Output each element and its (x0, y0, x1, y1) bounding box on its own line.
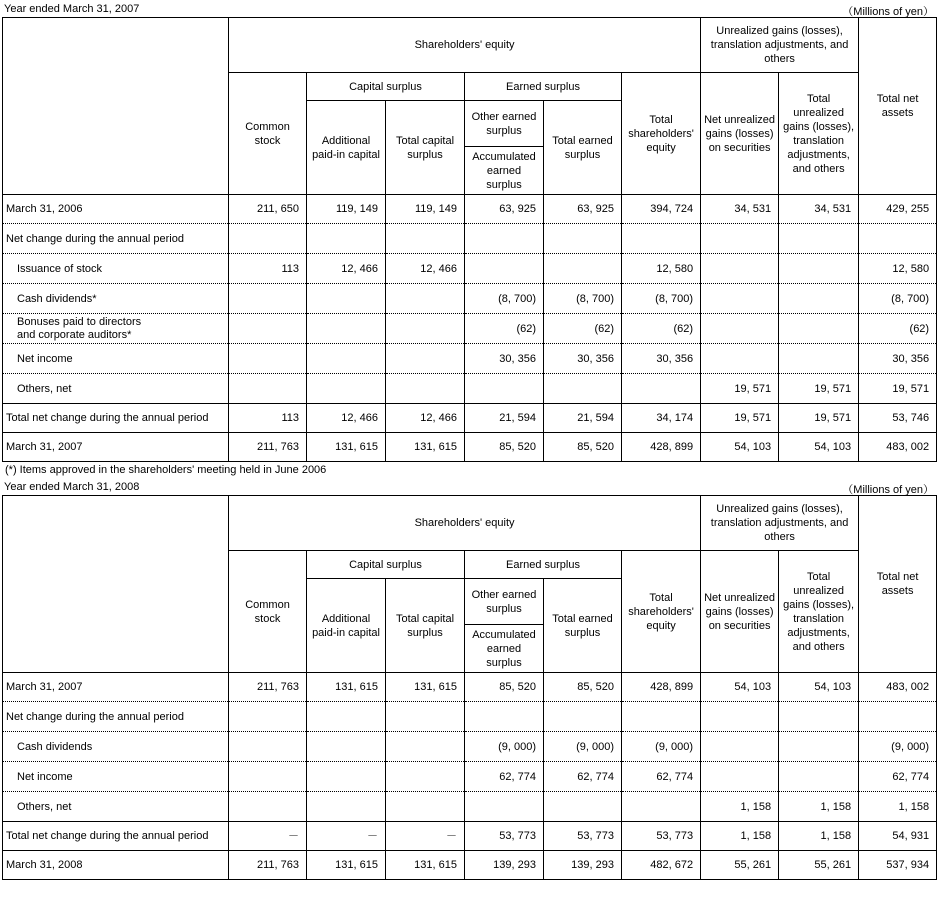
table-row (3, 374, 937, 404)
cell-net-unrealized: 55, 261 (701, 851, 779, 880)
cell-total-earned-surplus: (8, 700) (544, 284, 622, 314)
cell-total-unrealized (779, 314, 859, 344)
cell-accumulated-earned-surplus: 85, 520 (465, 673, 544, 702)
cell-total-capital-surplus: 131, 615 (386, 673, 465, 702)
cell-accumulated-earned-surplus: (8, 700) (465, 284, 544, 314)
cell-total-net-assets: 429, 255 (859, 195, 937, 224)
cell-total-earned-surplus (544, 224, 622, 254)
row-label (3, 314, 229, 344)
cell-total-net-assets: 19, 571 (859, 374, 937, 404)
cell-common-stock (229, 314, 307, 344)
cell-total-capital-surplus: 131, 615 (386, 433, 465, 462)
table-title-2007: Year ended March 31, 2007 (4, 3, 140, 15)
cell-total-unrealized (779, 702, 859, 732)
cell-common-stock (229, 792, 307, 822)
header-capital-surplus: Capital surplus (307, 73, 465, 101)
section-header-2007 (2, 0, 936, 17)
row-label: Total net change during the annual period (3, 822, 229, 851)
header-earned-surplus: Earned surplus (465, 73, 622, 101)
cell-total-shareholders-equity: (62) (622, 314, 701, 344)
cell-accumulated-earned-surplus (465, 224, 544, 254)
table-row (3, 404, 937, 433)
cell-net-unrealized: 19, 571 (701, 374, 779, 404)
cell-total-shareholders-equity (622, 702, 701, 732)
header-total-shareholders-equity: Total shareholders' equity (622, 551, 701, 673)
cell-total-net-assets: 483, 002 (859, 433, 937, 462)
cell-total-unrealized (779, 224, 859, 254)
header-total-capital-surplus: Total capital surplus (386, 101, 465, 195)
cell-accumulated-earned-surplus: 63, 925 (465, 195, 544, 224)
header-total-earned-surplus: Total earned surplus (544, 579, 622, 673)
table-row (3, 732, 937, 762)
cell-additional-paid-in: 12, 466 (307, 254, 386, 284)
cell-accumulated-earned-surplus: (9, 000) (465, 732, 544, 762)
cell-total-capital-surplus: 12, 466 (386, 404, 465, 433)
cell-total-capital-surplus: 131, 615 (386, 851, 465, 880)
unit-label-2007: （Millions of yen） (842, 6, 934, 18)
row-label: March 31, 2007 (3, 433, 229, 462)
cell-total-earned-surplus (544, 374, 622, 404)
cell-additional-paid-in: 131, 615 (307, 673, 386, 702)
cell-additional-paid-in (307, 314, 386, 344)
cell-total-net-assets: 12, 580 (859, 254, 937, 284)
header-net-unrealized: Net unrealized gains (losses) on securities (701, 551, 779, 673)
row-label-line: Bonuses paid to directors (17, 315, 142, 328)
cell-total-capital-surplus (386, 792, 465, 822)
cell-total-net-assets (859, 224, 937, 254)
table-row (3, 762, 937, 792)
cell-accumulated-earned-surplus: 85, 520 (465, 433, 544, 462)
cell-additional-paid-in (307, 762, 386, 792)
cell-total-capital-surplus: 12, 466 (386, 254, 465, 284)
table-row (3, 702, 937, 732)
cell-net-unrealized (701, 762, 779, 792)
row-label: March 31, 2008 (3, 851, 229, 880)
cell-common-stock: 211, 763 (229, 673, 307, 702)
cell-total-net-assets: 537, 934 (859, 851, 937, 880)
cell-total-earned-surplus (544, 792, 622, 822)
cell-total-capital-surplus (386, 224, 465, 254)
header-shareholders-equity: Shareholders' equity (229, 18, 701, 73)
cell-common-stock (229, 762, 307, 792)
cell-total-unrealized: 19, 571 (779, 374, 859, 404)
cell-common-stock: － (229, 822, 307, 851)
cell-total-net-assets: 53, 746 (859, 404, 937, 433)
cell-total-unrealized: 54, 103 (779, 433, 859, 462)
cell-net-unrealized (701, 224, 779, 254)
header-common-stock: Common stock (229, 73, 307, 195)
cell-total-net-assets: 483, 002 (859, 673, 937, 702)
cell-additional-paid-in: 131, 615 (307, 851, 386, 880)
row-label: Net change during the annual period (3, 224, 229, 254)
cell-total-earned-surplus (544, 702, 622, 732)
cell-total-earned-surplus: 63, 925 (544, 195, 622, 224)
header-total-net-assets: Total net assets (859, 18, 937, 195)
cell-total-shareholders-equity: 34, 174 (622, 404, 701, 433)
cell-total-net-assets: 1, 158 (859, 792, 937, 822)
header-additional-paid-in: Additional paid-in capital (307, 101, 386, 195)
cell-total-shareholders-equity: (8, 700) (622, 284, 701, 314)
cell-total-unrealized: 1, 158 (779, 792, 859, 822)
cell-total-unrealized: 54, 103 (779, 673, 859, 702)
row-label: Others, net (3, 792, 229, 822)
cell-net-unrealized (701, 254, 779, 284)
cell-net-unrealized: 54, 103 (701, 673, 779, 702)
cell-total-shareholders-equity: 428, 899 (622, 673, 701, 702)
cell-total-net-assets: (62) (859, 314, 937, 344)
cell-total-capital-surplus (386, 344, 465, 374)
cell-total-capital-surplus (386, 314, 465, 344)
cell-total-unrealized (779, 254, 859, 284)
cell-total-capital-surplus (386, 762, 465, 792)
header-common-stock: Common stock (229, 551, 307, 673)
row-label: March 31, 2007 (3, 673, 229, 702)
cell-total-shareholders-equity: 53, 773 (622, 822, 701, 851)
table-row (3, 851, 937, 880)
header-accumulated-earned-surplus: Accumulated earned surplus (465, 625, 544, 673)
cell-net-unrealized: 19, 571 (701, 404, 779, 433)
header-blank (3, 18, 229, 195)
cell-additional-paid-in: 131, 615 (307, 433, 386, 462)
row-label: Total net change during the annual period (3, 404, 229, 433)
cell-additional-paid-in (307, 224, 386, 254)
cell-total-capital-surplus: － (386, 822, 465, 851)
cell-additional-paid-in (307, 792, 386, 822)
cell-total-net-assets: (8, 700) (859, 284, 937, 314)
cell-accumulated-earned-surplus: 21, 594 (465, 404, 544, 433)
row-label: Issuance of stock (3, 254, 229, 284)
section-header-2008 (2, 478, 936, 495)
row-label: Cash dividends* (3, 284, 229, 314)
cell-net-unrealized (701, 732, 779, 762)
equity-table-2008 (2, 495, 937, 880)
cell-additional-paid-in (307, 374, 386, 404)
cell-net-unrealized (701, 702, 779, 732)
row-label-line: and corporate auditors* (17, 328, 132, 341)
cell-net-unrealized: 1, 158 (701, 822, 779, 851)
cell-accumulated-earned-surplus: (62) (465, 314, 544, 344)
header-other-earned-surplus: Other earned surplus (465, 101, 544, 147)
row-label: Net change during the annual period (3, 702, 229, 732)
cell-total-net-assets: (9, 000) (859, 732, 937, 762)
cell-additional-paid-in: 12, 466 (307, 404, 386, 433)
cell-total-earned-surplus: 85, 520 (544, 433, 622, 462)
cell-total-net-assets: 54, 931 (859, 822, 937, 851)
table-row (3, 344, 937, 374)
cell-total-unrealized: 34, 531 (779, 195, 859, 224)
cell-total-shareholders-equity: (9, 000) (622, 732, 701, 762)
cell-net-unrealized: 34, 531 (701, 195, 779, 224)
header-total-unrealized: Total unrealized gains (losses), translation adjustments, and others (779, 551, 859, 673)
cell-common-stock: 211, 650 (229, 195, 307, 224)
row-label: Others, net (3, 374, 229, 404)
table-row (3, 254, 937, 284)
cell-total-unrealized: 1, 158 (779, 822, 859, 851)
header-total-shareholders-equity: Total shareholders' equity (622, 73, 701, 195)
cell-total-shareholders-equity: 30, 356 (622, 344, 701, 374)
cell-accumulated-earned-surplus (465, 702, 544, 732)
cell-total-net-assets: 62, 774 (859, 762, 937, 792)
cell-accumulated-earned-surplus (465, 374, 544, 404)
cell-additional-paid-in (307, 732, 386, 762)
table-row (3, 314, 937, 344)
table-row (3, 673, 937, 702)
cell-total-unrealized: 19, 571 (779, 404, 859, 433)
cell-net-unrealized (701, 314, 779, 344)
cell-total-capital-surplus: 119, 149 (386, 195, 465, 224)
cell-additional-paid-in (307, 702, 386, 732)
footnote: (*) Items approved in the shareholders' meeting held in June 2006 (5, 464, 327, 476)
cell-total-shareholders-equity (622, 224, 701, 254)
cell-total-unrealized (779, 762, 859, 792)
cell-net-unrealized: 54, 103 (701, 433, 779, 462)
cell-total-net-assets (859, 702, 937, 732)
cell-common-stock: 113 (229, 404, 307, 433)
cell-total-shareholders-equity: 428, 899 (622, 433, 701, 462)
cell-total-unrealized (779, 344, 859, 374)
table-row (3, 792, 937, 822)
cell-common-stock (229, 224, 307, 254)
row-label: Net income (3, 344, 229, 374)
header-total-capital-surplus: Total capital surplus (386, 579, 465, 673)
cell-common-stock: 211, 763 (229, 851, 307, 880)
cell-net-unrealized (701, 344, 779, 374)
header-net-unrealized: Net unrealized gains (losses) on securities (701, 73, 779, 195)
cell-total-earned-surplus: 62, 774 (544, 762, 622, 792)
cell-total-unrealized (779, 732, 859, 762)
row-label: March 31, 2006 (3, 195, 229, 224)
cell-total-net-assets: 30, 356 (859, 344, 937, 374)
cell-total-earned-surplus: 21, 594 (544, 404, 622, 433)
cell-total-capital-surplus (386, 284, 465, 314)
table-row (3, 822, 937, 851)
cell-common-stock: 113 (229, 254, 307, 284)
header-blank (3, 496, 229, 673)
cell-net-unrealized (701, 284, 779, 314)
cell-additional-paid-in: － (307, 822, 386, 851)
unit-label-2008: （Millions of yen） (842, 484, 934, 496)
cell-common-stock: 211, 763 (229, 433, 307, 462)
header-accumulated-earned-surplus: Accumulated earned surplus (465, 147, 544, 195)
header-total-earned-surplus: Total earned surplus (544, 101, 622, 195)
cell-accumulated-earned-surplus (465, 792, 544, 822)
header-shareholders-equity: Shareholders' equity (229, 496, 701, 551)
cell-total-earned-surplus: (62) (544, 314, 622, 344)
table-row (3, 224, 937, 254)
cell-total-earned-surplus: (9, 000) (544, 732, 622, 762)
cell-total-earned-surplus: 85, 520 (544, 673, 622, 702)
cell-total-shareholders-equity: 394, 724 (622, 195, 701, 224)
table-row (3, 195, 937, 224)
row-label: Net income (3, 762, 229, 792)
cell-total-shareholders-equity (622, 374, 701, 404)
cell-total-unrealized: 55, 261 (779, 851, 859, 880)
header-additional-paid-in: Additional paid-in capital (307, 579, 386, 673)
table-row (3, 433, 937, 462)
header-capital-surplus: Capital surplus (307, 551, 465, 579)
table-row (3, 284, 937, 314)
cell-total-shareholders-equity: 12, 580 (622, 254, 701, 284)
cell-total-earned-surplus: 139, 293 (544, 851, 622, 880)
cell-common-stock (229, 284, 307, 314)
cell-common-stock (229, 344, 307, 374)
cell-total-shareholders-equity: 482, 672 (622, 851, 701, 880)
cell-total-capital-surplus (386, 374, 465, 404)
cell-additional-paid-in: 119, 149 (307, 195, 386, 224)
cell-total-shareholders-equity: 62, 774 (622, 762, 701, 792)
cell-total-shareholders-equity (622, 792, 701, 822)
equity-table-2007 (2, 17, 937, 462)
header-total-unrealized: Total unrealized gains (losses), translation adjustments, and others (779, 73, 859, 195)
table-title-2008: Year ended March 31, 2008 (4, 481, 140, 493)
cell-accumulated-earned-surplus: 139, 293 (465, 851, 544, 880)
header-other-earned-surplus: Other earned surplus (465, 579, 544, 625)
cell-common-stock (229, 702, 307, 732)
cell-common-stock (229, 732, 307, 762)
cell-total-earned-surplus: 30, 356 (544, 344, 622, 374)
header-earned-surplus: Earned surplus (465, 551, 622, 579)
cell-total-earned-surplus: 53, 773 (544, 822, 622, 851)
cell-accumulated-earned-surplus (465, 254, 544, 284)
cell-total-capital-surplus (386, 702, 465, 732)
cell-additional-paid-in (307, 284, 386, 314)
cell-total-unrealized (779, 284, 859, 314)
cell-additional-paid-in (307, 344, 386, 374)
cell-total-capital-surplus (386, 732, 465, 762)
cell-accumulated-earned-surplus: 62, 774 (465, 762, 544, 792)
cell-accumulated-earned-surplus: 30, 356 (465, 344, 544, 374)
row-label: Cash dividends (3, 732, 229, 762)
header-unrealized-group: Unrealized gains (losses), translation adjustments, and others (701, 18, 859, 73)
cell-common-stock (229, 374, 307, 404)
cell-net-unrealized: 1, 158 (701, 792, 779, 822)
header-unrealized-group: Unrealized gains (losses), translation adjustments, and others (701, 496, 859, 551)
cell-total-earned-surplus (544, 254, 622, 284)
header-total-net-assets: Total net assets (859, 496, 937, 673)
cell-accumulated-earned-surplus: 53, 773 (465, 822, 544, 851)
